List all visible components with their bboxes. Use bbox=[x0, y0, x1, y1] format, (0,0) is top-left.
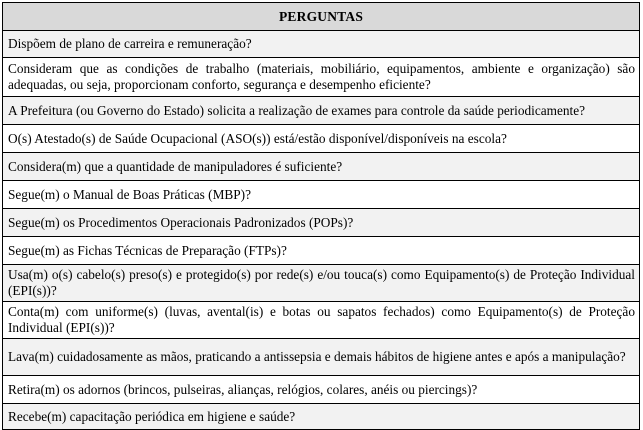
question-cell: Considera(m) que a quantidade de manipuladores é suficiente? bbox=[3, 153, 640, 181]
table-row bbox=[3, 31, 640, 58]
questions-table bbox=[2, 2, 640, 430]
table-row bbox=[3, 237, 640, 265]
table-row bbox=[3, 302, 640, 339]
question-cell: Conta(m) com uniforme(s) (luvas, avental(is) e botas ou sapatos fechados) como Equipamento(s) de Proteção Individual (EPI(s))? bbox=[3, 302, 640, 339]
table-row bbox=[3, 209, 640, 237]
table-row bbox=[3, 339, 640, 376]
table-row bbox=[3, 181, 640, 209]
table-row bbox=[3, 125, 640, 153]
question-cell: O(s) Atestado(s) de Saúde Ocupacional (ASO(s)) está/estão disponível/disponíveis na escola? bbox=[3, 125, 640, 153]
table-row bbox=[3, 58, 640, 97]
table-row bbox=[3, 97, 640, 125]
question-cell: Lava(m) cuidadosamente as mãos, praticando a antissepsia e demais hábitos de higiene antes e após a manipulação? bbox=[3, 339, 640, 376]
question-cell: Retira(m) os adornos (brincos, pulseiras, alianças, relógios, colares, anéis ou piercings)? bbox=[3, 376, 640, 404]
table-row bbox=[3, 376, 640, 404]
table-row bbox=[3, 265, 640, 302]
question-cell: Segue(m) as Fichas Técnicas de Preparação (FTPs)? bbox=[3, 237, 640, 265]
question-cell: Segue(m) o Manual de Boas Práticas (MBP)? bbox=[3, 181, 640, 209]
question-cell: Recebe(m) capacitação periódica em higiene e saúde? bbox=[3, 404, 640, 430]
question-cell: Consideram que as condições de trabalho (materiais, mobiliário, equipamentos, ambiente e organização) são adequadas, ou seja, proporcionam conforto, segurança e desempenho eficiente? bbox=[3, 58, 640, 97]
table-header: PERGUNTAS bbox=[3, 3, 640, 31]
table-row bbox=[3, 153, 640, 181]
question-cell: Usa(m) o(s) cabelo(s) preso(s) e protegido(s) por rede(s) e/ou touca(s) como Equipamento(s) de Proteção Individual (EPI(s))? bbox=[3, 265, 640, 302]
header-row bbox=[3, 3, 640, 31]
question-cell: Dispõem de plano de carreira e remuneração? bbox=[3, 31, 640, 58]
question-cell: A Prefeitura (ou Governo do Estado) solicita a realização de exames para controle da saúde periodicamente? bbox=[3, 97, 640, 125]
question-cell: Segue(m) os Procedimentos Operacionais Padronizados (POPs)? bbox=[3, 209, 640, 237]
